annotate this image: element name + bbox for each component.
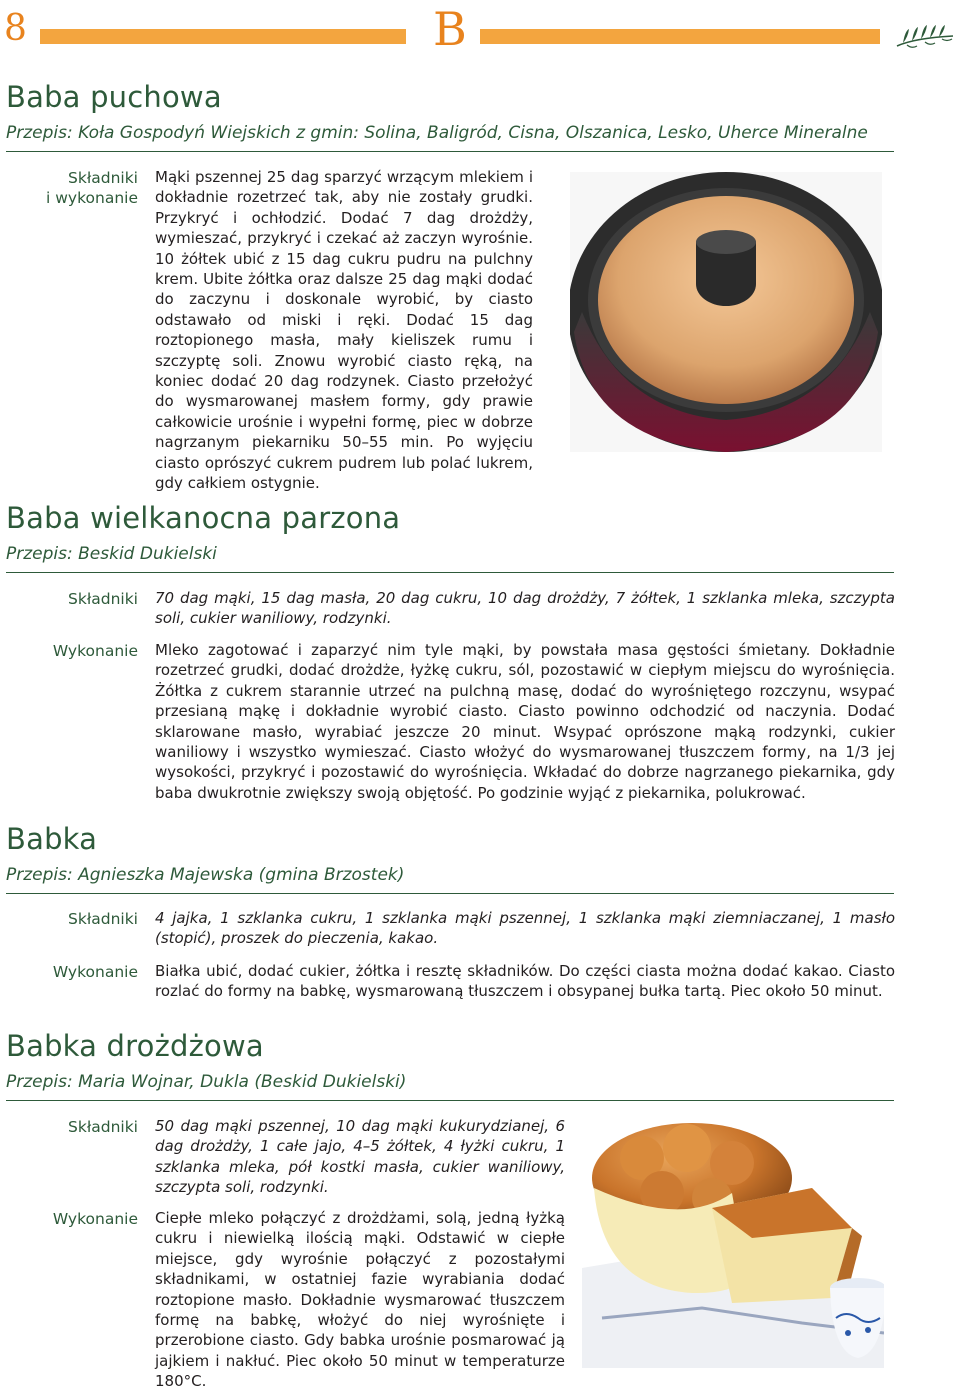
ingredients-method-label bbox=[0, 168, 138, 208]
section-divider bbox=[6, 893, 894, 894]
recipe-title: Baba puchowa bbox=[6, 80, 222, 114]
section-divider bbox=[6, 572, 894, 573]
recipe-method-text: Białka ubić, dodać cukier, żółtka i resztę składników. Do części ciasta można dodać kakao. Ciasto rozlać do formy na babkę, wysmarowaną tłuszczem i obsypanej bułka tartą. Piec około 50 minut. bbox=[155, 962, 895, 1001]
recipe-method-text: Mąki pszennej 25 dag sparzyć wrzącym mlekiem i dokładnie rozetrzeć tak, aby nie zostały grudki. Przykryć i ochłodzić. Dodać 7 dag drożdży, wymieszać, przykryć i czekać aż zaczyn wyrośnie. 10 żółtek ubić z 15 dag cukru pudru na pulchny krem. Ubite żółtka oraz dalsze 25 dag mąki dodać do zaczynu i doskonale wyrobić, by ciasto odstawało od miski i ręki. Dodać 15 dag roztopionego masła, mały kieliszek rumu i szczyptę soli. Znowu wyrobić ciasto ręką, na koniec dodać 20 dag rodzynek. Ciasto przełożyć do wysmarowanej masłem formy, gdy prawie całkowicie urośnie i wypełni formę, piec w dobrze nagrzanym piekarniku 50–55 min. Po wyjęciu ciasto oprószyć cukrem pudrem lub polać lukrem, gdy całkiem ostygnie. bbox=[155, 168, 533, 493]
method-label: Wykonanie bbox=[52, 1210, 138, 1228]
section-letter: B bbox=[433, 2, 467, 56]
recipe-source: Przepis: Agnieszka Majewska (gmina Brzostek) bbox=[6, 865, 405, 885]
leaf-sprig-ornament-icon bbox=[895, 22, 957, 50]
ingredients-text: 4 jajka, 1 szklanka cukru, 1 szklanka mąki pszennej, 1 szklanka mąki ziemniaczanej, 1 masło (stopić), proszek do pieczenia, kakao. bbox=[155, 909, 895, 948]
ingredients-text: 70 dag mąki, 15 dag masła, 20 dag cukru, 10 dag drożdży, 7 żółtek, 1 szklanka mleka, szczypta soli, cukier waniliowy, rodzynki. bbox=[155, 589, 895, 628]
method-label: Wykonanie bbox=[52, 642, 138, 660]
recipe-source: Przepis: Beskid Dukielski bbox=[6, 544, 217, 564]
label-line: Składniki bbox=[68, 169, 138, 187]
bundt-cake-photo bbox=[570, 172, 882, 452]
header-bar-right bbox=[480, 29, 880, 44]
recipe-title: Baba wielkanocna parzona bbox=[6, 501, 401, 535]
page-number: 8 bbox=[4, 8, 27, 49]
recipe-title: Babka drożdżowa bbox=[6, 1029, 264, 1063]
recipe-source: Przepis: Koła Gospodyń Wiejskich z gmin: Solina, Baligród, Cisna, Olszanica, Lesko, Uherce Mineralne bbox=[6, 123, 868, 143]
ingredients-label: Składniki bbox=[68, 910, 138, 928]
section-divider bbox=[6, 1100, 894, 1101]
ingredients-label: Składniki bbox=[68, 1118, 138, 1136]
yeast-cake-photo bbox=[582, 1118, 884, 1368]
section-divider bbox=[6, 151, 894, 152]
ingredients-text: 50 dag mąki pszennej, 10 dag mąki kukurydzianej, 6 dag drożdży, 1 całe jajo, 4–5 żółtek, 4 łyżki cukru, 1 szklanka mleka, pół kostki masła, cukier waniliowy, szczypta soli, rodzynki. bbox=[155, 1117, 565, 1197]
recipe-method-text: Mleko zagotować i zaparzyć nim tyle mąki, by powstała masa gęstości śmietany. Dokładnie rozetrzeć grudki, dodać drożdże, łyżkę cukru, sól, pozostawić w ciepłym miejscu do wyrośnięcia. Żółtka z cukrem starannie utrzeć na pulchną masę, dodać do wyrośniętego rozczynu, wsypać przesianą mąkę i dokładnie wyrobić ciasto. Ciasto powinno odchodzić od naczynia. Dodać sklarowane masło, wyrabiać jeszcze 20 minut. Wsypać oprószone mąką rodzynki, cukier waniliowy i wszystko wymieszać. Ciasto włożyć do wysmarowanej tłuszczem formy, na 1/3 jej wysokości, przykryć i pozostawić do wyrośnięcia. Wkładać do dobrze nagrzanego piekarnika, gdy baba dwukrotnie zwiększy swoją objętość. Po godzinie wyjąć z piekarnika, polukrować. bbox=[155, 641, 895, 802]
method-label: Wykonanie bbox=[52, 963, 138, 981]
label-line: i wykonanie bbox=[46, 189, 138, 207]
recipe-source: Przepis: Maria Wojnar, Dukla (Beskid Dukielski) bbox=[6, 1072, 407, 1092]
header-bar-left bbox=[40, 29, 406, 44]
page-header bbox=[0, 0, 960, 70]
recipe-title: Babka bbox=[6, 822, 98, 856]
recipe-method-text: Ciepłe mleko połączyć z drożdżami, solą, jedną łyżką cukru i niewielką ilością mąki. Odstawić w ciepłe miejsce, gdy wyrośnie połączyć z pozostałymi składnikami, w ostatniej fazie wyrabiania dodać roztopione masło. Dokładnie wysmarować tłuszczem formę na babkę, włożyć do niej wyrośnięte i przerobione ciasto. Gdy babka urośnie posmarować ją jajkiem i nakłuć. Piec około 50 minut w temperaturze 180°C. bbox=[155, 1209, 565, 1391]
ingredients-label: Składniki bbox=[68, 590, 138, 608]
